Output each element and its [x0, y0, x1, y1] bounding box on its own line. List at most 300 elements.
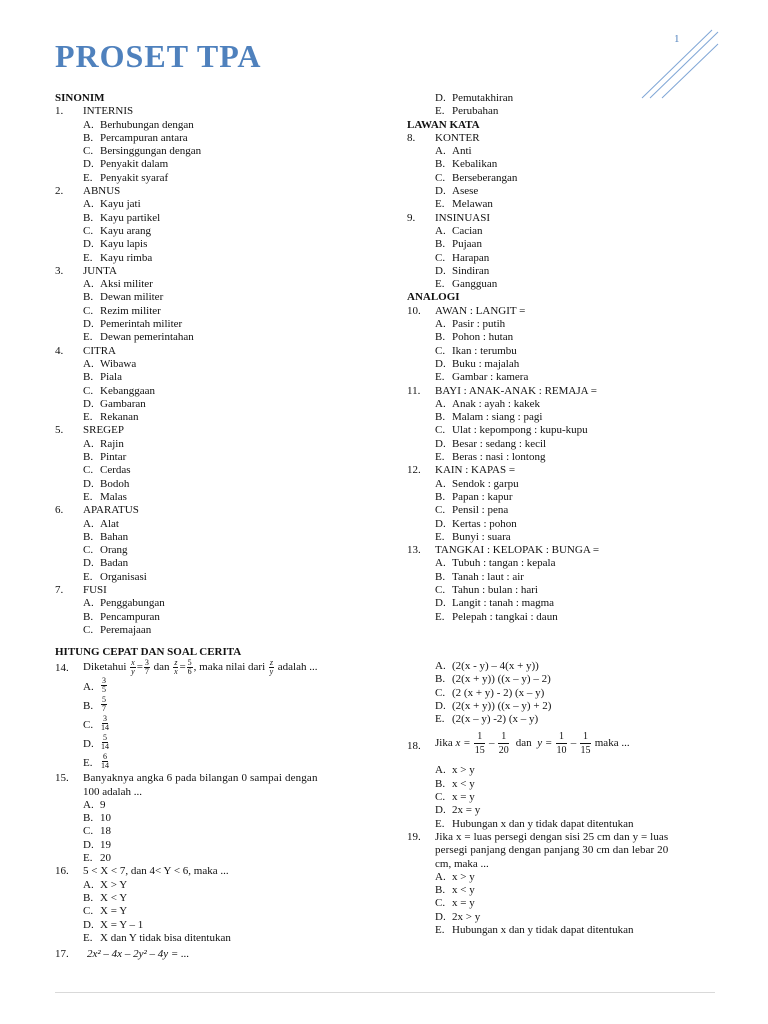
fraction — [498, 730, 509, 757]
hitung-section-right — [407, 660, 727, 937]
option-letter: B. — [83, 891, 94, 904]
fraction — [101, 696, 107, 713]
option-text: Orang — [100, 544, 128, 557]
hitung-section — [55, 646, 375, 961]
question-item — [407, 544, 727, 557]
question-text — [83, 659, 317, 676]
numerator: 5 — [187, 658, 192, 668]
option-letter: A. — [83, 681, 94, 694]
answer-option — [55, 571, 375, 584]
question-number: 19. — [407, 830, 421, 843]
option-letter: B. — [435, 490, 446, 503]
option-text: Tanah : laut : air — [452, 570, 524, 583]
option-text: Berhubungan dengan — [100, 118, 194, 131]
option-letter: D. — [435, 357, 446, 370]
section-heading-text: SINONIM — [55, 92, 105, 104]
numerator: 1 — [474, 730, 485, 744]
q18-pre: Jika — [435, 737, 453, 750]
numerator: 5 — [103, 733, 107, 743]
page-title: PROSET TPA — [55, 38, 262, 74]
option-text: Kayu partikel — [100, 211, 161, 224]
answer-option — [407, 713, 727, 726]
answer-option — [407, 225, 727, 238]
denominator: 14 — [101, 742, 109, 752]
option-text: Berseberangan — [452, 171, 518, 184]
option-text: X > Y — [100, 878, 128, 891]
fraction — [556, 730, 567, 757]
denominator: 15 — [580, 745, 591, 757]
question-15 — [55, 772, 375, 785]
option-text: x = y — [452, 791, 475, 804]
option-text: Pencampuran — [100, 610, 160, 623]
option-text: Ulat : kepompong : kupu-kupu — [452, 424, 588, 437]
answer-option — [407, 897, 727, 910]
denominator: 7 — [144, 667, 149, 677]
option-text: Pemutakhiran — [452, 92, 514, 104]
option-text: Alat — [100, 517, 119, 530]
section-heading — [407, 291, 727, 304]
denominator: 10 — [556, 745, 567, 757]
option-letter: E. — [83, 171, 93, 184]
answer-option — [407, 531, 727, 544]
option-text: Hubungan x dan y tidak dapat ditentukan — [452, 817, 634, 830]
option-text: Asese — [452, 185, 479, 198]
option-text: Gangguan — [452, 278, 498, 291]
denominator: 14 — [101, 723, 109, 733]
question-number: 1. — [55, 105, 64, 118]
option-text: 19 — [100, 838, 111, 851]
option-letter: C. — [83, 544, 94, 557]
option-letter: A. — [83, 517, 94, 530]
option-letter: A. — [435, 870, 446, 883]
option-text: Rezim militer — [100, 304, 161, 317]
option-letter: B. — [435, 777, 446, 790]
answer-option — [407, 358, 727, 371]
option-text: Ikan : terumbu — [452, 344, 517, 357]
option-text: X = Y – 1 — [100, 918, 144, 931]
option-text: Pasir : putih — [452, 318, 506, 331]
option-text: (2(x + y)) ((x – y) – 2) — [452, 673, 551, 686]
answer-option — [55, 753, 375, 772]
fraction — [144, 659, 150, 676]
answer-option — [55, 919, 375, 932]
option-text: Rajin — [100, 437, 124, 450]
option-text: Pelepah : tangkai : daun — [452, 610, 558, 623]
option-text: 18 — [100, 825, 111, 838]
q14-pre: Diketahui — [83, 661, 127, 674]
option-text: X dan Y tidak bisa ditentukan — [100, 931, 231, 944]
question-word: BAYI : ANAK-ANAK : REMAJA = — [435, 384, 597, 397]
option-letter: C. — [435, 251, 446, 264]
option-letter: B. — [83, 451, 94, 464]
answer-option — [407, 278, 727, 291]
question-word: SREGEP — [83, 424, 124, 437]
answer-option — [407, 438, 727, 451]
answer-option — [407, 778, 727, 791]
question-text-cont: 100 adalah ... — [83, 785, 142, 798]
answer-option — [55, 677, 375, 696]
option-text: x < y — [452, 884, 475, 897]
answer-option — [407, 611, 727, 624]
answer-option — [55, 398, 375, 411]
lawan-analogi-section — [407, 92, 727, 624]
answer-option — [407, 198, 727, 211]
answer-option — [55, 544, 375, 557]
question-item — [407, 305, 727, 318]
option-text: 2x > y — [452, 910, 481, 923]
option-text: Pintar — [100, 451, 127, 464]
answer-option — [55, 557, 375, 570]
question-item — [55, 105, 375, 118]
option-letter: A. — [435, 145, 446, 158]
denominator: y — [131, 667, 135, 677]
question-word: JUNTA — [83, 264, 117, 277]
option-letter: E. — [435, 713, 445, 726]
option-letter: C. — [83, 825, 94, 838]
answer-option — [55, 825, 375, 838]
answer-option — [407, 105, 727, 118]
option-text: Kebanggaan — [100, 384, 155, 397]
answer-option — [407, 571, 727, 584]
question-item — [55, 345, 375, 358]
answer-option — [407, 764, 727, 777]
option-text: Kebalikan — [452, 158, 498, 171]
question-item — [407, 385, 727, 398]
option-letter: B. — [435, 238, 446, 251]
answer-option — [55, 278, 375, 291]
answer-option — [55, 518, 375, 531]
question-19 — [407, 831, 727, 844]
question-18 — [407, 730, 727, 764]
option-text: (2 (x + y) - 2) (x – y) — [452, 686, 545, 699]
answer-option — [55, 438, 375, 451]
option-text: Organisasi — [100, 570, 147, 583]
question-number: 12. — [407, 464, 421, 477]
answer-option — [407, 660, 727, 673]
option-text: Bersinggungan dengan — [100, 145, 202, 158]
answer-option — [55, 172, 375, 185]
option-text: Dewan pemerintahan — [100, 331, 194, 344]
option-text: Bahan — [100, 530, 129, 543]
option-text: Tahun : bulan : hari — [452, 583, 538, 596]
option-letter: E. — [435, 530, 445, 543]
option-letter: C. — [435, 791, 446, 804]
option-letter: D. — [83, 557, 94, 570]
numerator: 3 — [102, 676, 106, 686]
denominator: x — [174, 667, 178, 677]
answer-option — [407, 884, 727, 897]
equals-sign: = — [136, 661, 143, 674]
fraction — [269, 659, 274, 676]
question-text — [435, 730, 630, 757]
option-text: Badan — [100, 557, 129, 570]
section-heading-text: LAWAN KATA — [407, 118, 480, 131]
option-text: Malam : siang : pagi — [452, 411, 543, 424]
option-letter: D. — [435, 264, 446, 277]
fraction — [101, 734, 109, 751]
answer-option — [55, 451, 375, 464]
corner-decoration — [640, 28, 720, 100]
answer-option — [55, 318, 375, 331]
option-letter: C. — [83, 304, 94, 317]
option-letter: A. — [83, 198, 94, 211]
option-letter: E. — [83, 931, 93, 944]
answer-option — [55, 611, 375, 624]
answer-option — [55, 411, 375, 424]
option-letter: B. — [435, 411, 446, 424]
option-letter: E. — [435, 924, 445, 937]
denominator: 14 — [101, 761, 109, 771]
option-letter: A. — [435, 318, 446, 331]
question-number: 6. — [55, 504, 64, 517]
question-word: INTERNIS — [83, 105, 134, 118]
option-text: 9 — [100, 798, 106, 811]
option-text: 2x = y — [452, 804, 481, 817]
question-number: 5. — [55, 424, 64, 437]
option-letter: D. — [83, 238, 94, 251]
answer-option — [55, 145, 375, 158]
option-letter: B. — [83, 291, 94, 304]
option-text: x = y — [452, 897, 475, 910]
question-item — [407, 212, 727, 225]
option-letter: E. — [435, 817, 445, 830]
option-letter: E. — [83, 490, 93, 503]
option-letter: A. — [83, 278, 94, 291]
option-text: Hubungan x dan y tidak dapat ditentukan — [452, 924, 634, 937]
option-letter: D. — [435, 804, 446, 817]
answer-option — [55, 839, 375, 852]
y-variable: y = — [537, 737, 553, 750]
answer-option — [55, 531, 375, 544]
answer-option — [407, 818, 727, 831]
answer-option — [407, 597, 727, 610]
option-letter: E. — [83, 411, 93, 424]
option-letter: A. — [435, 397, 446, 410]
q18-dan: dan — [515, 737, 532, 750]
option-letter: C. — [83, 905, 94, 918]
question-number: 16. — [55, 865, 69, 878]
option-letter: A. — [435, 477, 446, 490]
question-word: ABNUS — [83, 185, 121, 198]
option-text: Kayu jati — [100, 198, 141, 211]
option-text: Penyakit syaraf — [100, 171, 169, 184]
answer-option — [407, 398, 727, 411]
option-letter: C. — [435, 897, 446, 910]
denominator: 6 — [187, 667, 192, 677]
answer-option — [407, 911, 727, 924]
option-letter: C. — [435, 583, 446, 596]
question-text: Jika x = luas persegi dengan sisi 25 cm dan y = luas — [435, 830, 669, 843]
option-letter: E. — [83, 570, 93, 583]
question-number: 8. — [407, 131, 416, 144]
answer-option — [407, 791, 727, 804]
answer-option — [407, 158, 727, 171]
page-number: 1 — [674, 33, 680, 45]
answer-option — [407, 252, 727, 265]
fraction — [101, 753, 109, 770]
option-text: Piala — [100, 371, 122, 384]
option-letter: A. — [83, 878, 94, 891]
numerator: 3 — [144, 658, 149, 668]
option-text: (2(x – y) -2) (x – y) — [452, 713, 539, 726]
answer-option — [407, 451, 727, 464]
option-letter: C. — [435, 171, 446, 184]
equals-sign: = — [179, 661, 186, 674]
question-word: KAIN : KAPAS = — [435, 464, 516, 477]
answer-option — [55, 491, 375, 504]
numerator: 3 — [103, 714, 107, 724]
option-text: 10 — [100, 812, 111, 825]
option-letter: B. — [435, 570, 446, 583]
option-text: Pujaan — [452, 238, 482, 251]
question-number: 4. — [55, 344, 64, 357]
option-text: Pensil : pena — [452, 504, 509, 517]
option-text: Besar : sedang : kecil — [452, 437, 547, 450]
option-letter: D. — [83, 918, 94, 931]
answer-option — [55, 696, 375, 715]
option-text: Wibawa — [100, 357, 137, 370]
numerator: 1 — [556, 730, 567, 744]
option-letter: D. — [435, 910, 446, 923]
answer-option — [55, 932, 375, 945]
fraction — [101, 677, 107, 694]
denominator: 15 — [474, 745, 485, 757]
option-text: Bodoh — [100, 477, 130, 490]
answer-option — [55, 225, 375, 238]
option-text: Perubahan — [452, 105, 499, 118]
answer-option — [55, 879, 375, 892]
numerator: x — [131, 658, 135, 668]
option-letter: B. — [83, 131, 94, 144]
option-text: Cacian — [452, 224, 483, 237]
answer-option — [407, 318, 727, 331]
option-letter: C. — [435, 344, 446, 357]
option-letter: B. — [435, 331, 446, 344]
question-text-cont: cm, maka ... — [435, 857, 489, 870]
option-letter: D. — [435, 185, 446, 198]
question-number: 18. — [407, 740, 421, 753]
option-text: Bunyi : suara — [452, 530, 511, 543]
option-letter: C. — [83, 464, 94, 477]
option-letter: A. — [435, 660, 446, 672]
option-text: Gambar : kamera — [452, 371, 529, 384]
answer-option — [55, 715, 375, 734]
option-letter: D. — [83, 477, 94, 490]
answer-option — [55, 119, 375, 132]
answer-option — [55, 905, 375, 918]
answer-option — [55, 799, 375, 812]
fraction — [173, 659, 178, 676]
answer-option — [55, 385, 375, 398]
option-text: Percampuran antara — [100, 131, 188, 144]
option-letter: B. — [83, 610, 94, 623]
q18-post: maka ... — [594, 737, 630, 750]
option-text: Peremajaan — [100, 623, 152, 636]
option-text: Papan : kapur — [452, 490, 513, 503]
option-text: Aksi militer — [100, 278, 153, 291]
section-heading — [55, 92, 375, 105]
question-number: 13. — [407, 544, 421, 557]
option-letter: A. — [83, 118, 94, 131]
question-item — [55, 424, 375, 437]
option-letter: D. — [435, 92, 446, 104]
option-letter: A. — [83, 597, 94, 610]
answer-option — [407, 331, 727, 344]
answer-option — [407, 185, 727, 198]
option-text: Pemerintah militer — [100, 318, 183, 331]
option-letter: A. — [83, 798, 94, 811]
question-number: 2. — [55, 185, 64, 198]
answer-option — [407, 265, 727, 278]
q14-mid: , maka nilai dari — [193, 661, 266, 674]
numerator: 1 — [498, 730, 509, 744]
option-text: Pohon : hutan — [452, 331, 514, 344]
question-word: TANGKAI : KELOPAK : BUNGA = — [435, 544, 600, 557]
answer-option — [55, 892, 375, 905]
answer-option — [55, 331, 375, 344]
section-heading — [407, 119, 727, 132]
q14-post: adalah ... — [277, 661, 318, 674]
question-word: FUSI — [83, 583, 107, 596]
option-text: Harapan — [452, 251, 490, 264]
question-word: INSINUASI — [435, 211, 490, 224]
answer-option — [55, 597, 375, 610]
fraction — [101, 715, 109, 732]
question-item — [55, 265, 375, 278]
section-heading-text: ANALOGI — [407, 291, 460, 304]
question-number: 14. — [55, 662, 69, 675]
answer-option — [55, 252, 375, 265]
answer-option — [55, 158, 375, 171]
option-letter: D. — [83, 738, 94, 751]
question-number: 11. — [407, 384, 421, 397]
option-letter: C. — [435, 686, 446, 699]
option-text: Anti — [452, 145, 472, 158]
answer-option — [407, 673, 727, 686]
numerator: 5 — [102, 695, 106, 705]
numerator: 6 — [103, 752, 107, 762]
numerator: z — [269, 658, 274, 668]
option-text: 20 — [100, 852, 111, 865]
answer-option — [407, 345, 727, 358]
option-text: Langit : tanah : magma — [452, 597, 555, 610]
answer-option — [407, 172, 727, 185]
option-text: Penyakit dalam — [100, 158, 169, 171]
option-letter: D. — [83, 158, 94, 171]
question-item — [407, 464, 727, 477]
answer-option — [55, 212, 375, 225]
question-number: 15. — [55, 772, 69, 785]
minus-sign: – — [570, 737, 577, 750]
answer-option — [407, 924, 727, 937]
option-text: Cerdas — [100, 464, 131, 477]
option-letter: E. — [83, 757, 93, 770]
minus-sign: – — [489, 737, 495, 750]
option-text: Rekanan — [100, 411, 139, 424]
numerator: z — [174, 658, 178, 668]
option-letter: D. — [435, 699, 446, 712]
answer-option — [55, 624, 375, 637]
option-text: x > y — [452, 764, 475, 777]
option-text: Kayu rimba — [100, 251, 153, 264]
option-text: Beras : nasi : lontong — [452, 451, 546, 464]
question-item — [55, 185, 375, 198]
section-heading: HITUNG CEPAT DAN SOAL CERITA — [55, 646, 242, 658]
option-letter: B. — [83, 530, 94, 543]
option-letter: E. — [83, 251, 93, 264]
option-letter: C. — [83, 623, 94, 636]
option-letter: A. — [435, 557, 446, 570]
